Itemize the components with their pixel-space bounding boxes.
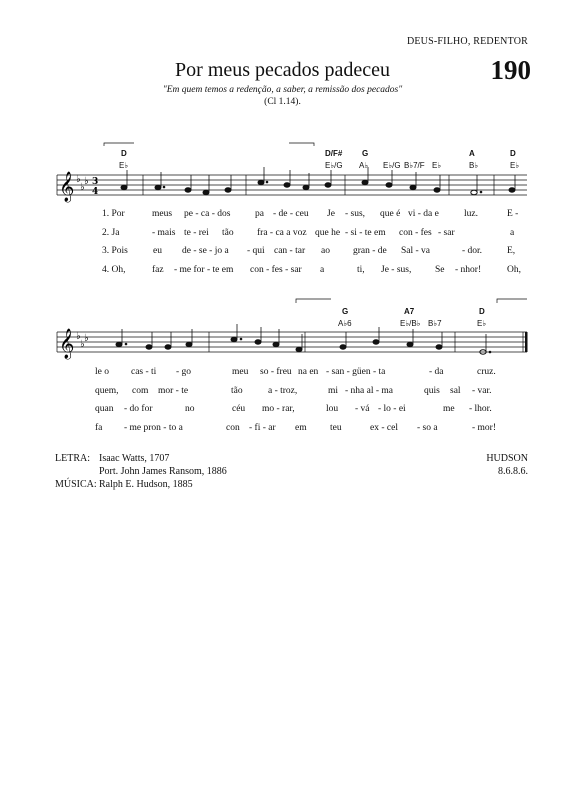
lyric-syllable: - dor. xyxy=(462,246,483,257)
chord-symbol: E♭/G xyxy=(383,161,401,170)
lyric-syllable: con xyxy=(226,423,240,434)
chord-symbol: E♭ xyxy=(432,161,442,170)
lyric-syllable: vi - da e xyxy=(408,209,439,219)
lyric-syllable: de - se - jo a xyxy=(182,246,229,257)
lyric-syllable: com xyxy=(132,385,149,396)
verse-line-3 xyxy=(0,246,565,260)
letra-label: LETRA: xyxy=(55,453,90,464)
scripture-reference: (Cl 1.14). xyxy=(264,97,301,107)
lyric-syllable: so - freu xyxy=(260,367,292,377)
lyric-syllable: fra - ca a voz xyxy=(257,227,307,238)
chord-symbol: G xyxy=(342,307,349,316)
lyric-syllable: luz. xyxy=(464,209,478,219)
lyric-syllable: - fi - ar xyxy=(249,423,276,434)
chord-symbol: E♭/B♭ xyxy=(400,319,421,328)
lyric-syllable: Sal - va xyxy=(401,246,431,257)
chord-symbol: E♭ xyxy=(477,319,487,328)
lyric-syllable: - vá xyxy=(355,404,370,415)
lyric-syllable: - si - te em xyxy=(345,227,386,238)
lyric-syllable: - lo - ei xyxy=(378,404,406,415)
lyric-syllable: a - troz, xyxy=(268,385,298,396)
chord-symbol: A7 xyxy=(404,307,415,316)
lyric-syllable: céu xyxy=(232,404,246,415)
lyric-syllable: - me for - te em xyxy=(174,265,234,276)
lyric-syllable: - san - güen - ta xyxy=(326,367,386,377)
hymn-number: 190 xyxy=(490,55,531,85)
svg-text:♭: ♭ xyxy=(76,331,81,342)
notes-system-2 xyxy=(116,324,491,354)
lyric-syllable: 1. Por xyxy=(102,209,125,219)
lyric-syllable: - nhor! xyxy=(455,265,482,276)
chord-symbol: D xyxy=(479,307,485,316)
lyric-syllable: ti, xyxy=(357,265,365,276)
lyric-syllable: con - fes xyxy=(399,227,432,238)
chord-symbol: D xyxy=(121,149,127,158)
chord-symbol: A♭ xyxy=(359,161,369,170)
lyric-syllable: no xyxy=(185,404,195,415)
lyric-syllable: pe - ca - dos xyxy=(184,209,231,219)
lyric-syllable: mo - rar, xyxy=(262,404,295,415)
lyric-syllable: Se xyxy=(435,265,445,276)
chord-symbol: D/F# xyxy=(325,149,343,158)
svg-text:𝄞: 𝄞 xyxy=(59,172,75,202)
svg-text:♭: ♭ xyxy=(80,339,85,350)
hymn-title: Por meus pecados padeceu xyxy=(175,59,390,81)
treble-clef-icon xyxy=(59,171,74,203)
svg-text:♭: ♭ xyxy=(80,182,85,193)
lyric-syllable: lou xyxy=(326,404,339,415)
lyric-syllable: 3. Pois xyxy=(102,246,128,257)
lyric-syllable: - da xyxy=(429,367,444,377)
lyric-syllable: a xyxy=(320,265,325,276)
chord-symbol: B♭7 xyxy=(428,319,442,328)
chord-symbol: B♭7/F xyxy=(404,161,425,170)
section-heading: DEUS-FILHO, REDENTOR xyxy=(406,36,528,47)
svg-text:3: 3 xyxy=(92,177,99,187)
lyric-syllable: le o xyxy=(95,367,109,377)
lyric-syllable: tão xyxy=(222,227,234,238)
lyric-syllable: - me pron - to a xyxy=(124,423,183,434)
verse-line-4 xyxy=(0,265,565,279)
svg-text:𝄞: 𝄞 xyxy=(59,329,75,359)
lyric-syllable: faz xyxy=(152,265,164,276)
treble-clef-icon xyxy=(59,328,74,360)
lyric-syllable: na en xyxy=(298,367,319,377)
lyric-syllable: fa xyxy=(95,423,103,434)
lyric-syllable: mor - te xyxy=(158,385,189,396)
lyric-syllable: - lhor. xyxy=(469,404,492,415)
lyric-syllable: 2. Ja xyxy=(102,227,120,238)
notes-system-1 xyxy=(121,167,515,195)
lyric-syllable: cas - ti xyxy=(131,367,157,377)
musica-label: MÚSICA: xyxy=(55,479,97,490)
chord-symbol: B♭ xyxy=(469,161,479,170)
lyric-syllable: - so a xyxy=(417,423,438,434)
lyric-syllable: a xyxy=(510,227,515,238)
lyric-syllable: que he xyxy=(315,227,341,238)
chord-symbol: D xyxy=(510,149,516,158)
lyric-syllable: ao xyxy=(321,246,330,257)
lyric-syllable: cruz. xyxy=(477,367,496,377)
lyric-syllable: - mor! xyxy=(472,423,497,434)
lyric-syllable: ex - cel xyxy=(370,423,398,434)
time-signature-icon xyxy=(92,177,98,197)
lyric-syllable: Je - sus, xyxy=(381,265,412,276)
chord-symbol: G xyxy=(362,149,369,158)
lyric-syllable: mi xyxy=(328,385,339,396)
music-staff-system-2 xyxy=(0,322,565,372)
verse-line-4 xyxy=(0,423,565,437)
lyric-syllable: - go xyxy=(176,367,192,377)
lyric-syllable: - mais xyxy=(152,227,176,238)
lyric-syllable: - sar xyxy=(438,227,455,238)
verse-line-3 xyxy=(0,404,565,418)
lyric-syllable: Oh, xyxy=(507,265,521,276)
verse-line-1 xyxy=(0,209,565,223)
lyric-syllable: que é xyxy=(380,209,401,219)
meter: 8.6.8.6. xyxy=(498,466,528,477)
svg-text:4: 4 xyxy=(92,187,99,197)
verse-line-2 xyxy=(0,386,565,400)
lyric-syllable: 4. Oh, xyxy=(102,265,126,276)
lyric-syllable: con - fes - sar xyxy=(250,265,302,276)
lyric-syllable: meus xyxy=(152,209,173,219)
lyric-syllable: - sus, xyxy=(345,209,366,219)
lyric-syllable: E, xyxy=(507,246,516,257)
repeat-bracket-system-1 xyxy=(0,140,565,152)
verse-line-1 xyxy=(0,367,565,381)
lyric-syllable: em xyxy=(295,423,307,434)
lyric-syllable: meu xyxy=(232,367,249,377)
lyric-syllable: quan xyxy=(95,404,114,415)
verse-line-2 xyxy=(0,228,565,242)
svg-text:♭: ♭ xyxy=(84,333,89,344)
lyric-syllable: - var. xyxy=(472,385,492,396)
chord-symbol: E♭ xyxy=(510,161,520,170)
chord-symbol: E♭/G xyxy=(325,161,343,170)
chord-symbol: E♭ xyxy=(119,161,129,170)
letra-translator: Port. John James Ransom, 1886 xyxy=(99,466,227,477)
lyric-syllable: eu xyxy=(153,246,162,257)
lyric-syllable: te - rei xyxy=(184,227,209,238)
lyric-syllable: quem, xyxy=(95,385,119,396)
lyric-syllable: - do for xyxy=(124,404,153,415)
chord-symbol: A xyxy=(469,149,475,158)
lyric-syllable: tão xyxy=(231,385,243,396)
lyric-syllable: Je xyxy=(327,209,335,219)
letra-author: Isaac Watts, 1707 xyxy=(99,453,170,464)
musica-author: Ralph E. Hudson, 1885 xyxy=(99,479,193,490)
lyric-syllable: gran - de xyxy=(353,246,387,257)
lyric-syllable: teu xyxy=(330,423,342,434)
lyric-syllable: - qui xyxy=(247,246,265,257)
lyric-syllable: - de - ceu xyxy=(273,209,309,219)
epigraph: "Em quem temos a redenção, a saber, a remissão dos pecados" xyxy=(162,85,403,95)
lyric-syllable: E - xyxy=(507,209,519,219)
svg-text:♭: ♭ xyxy=(76,174,81,185)
svg-text:♭: ♭ xyxy=(84,176,89,187)
lyric-syllable: - nha al - ma xyxy=(345,385,394,396)
music-staff-system-1 xyxy=(0,165,565,215)
lyric-syllable: pa xyxy=(255,209,264,219)
lyric-syllable: sal xyxy=(450,385,461,396)
chord-symbol: A♭6 xyxy=(338,319,352,328)
lyric-syllable: me xyxy=(443,404,455,415)
lyric-syllable: can - tar xyxy=(274,246,306,257)
lyric-syllable: quis xyxy=(424,385,440,396)
tune-name: HUDSON xyxy=(486,453,528,464)
